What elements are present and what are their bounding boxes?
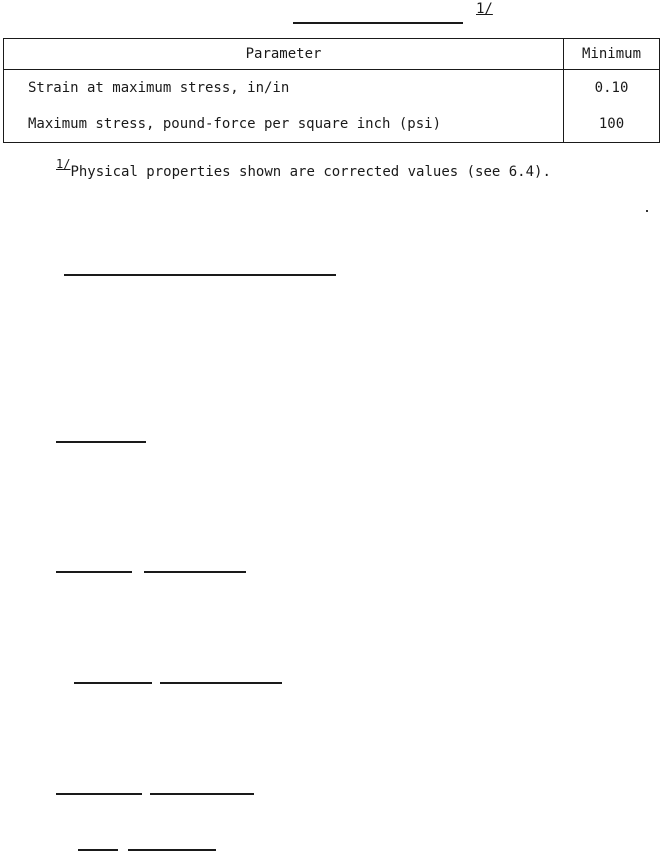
- section-heading-underline: [56, 571, 132, 573]
- footnote-marker: 1/: [56, 157, 71, 171]
- section-heading-underline: [78, 849, 118, 851]
- column-header-parameter: Parameter: [4, 39, 564, 70]
- scan-speck: [646, 210, 648, 212]
- section-heading-underline: [128, 849, 216, 851]
- table-header-row: [4, 39, 660, 70]
- parameter-cell: Strain at maximum stress, in/in: [4, 70, 564, 107]
- section-heading-underline: [56, 793, 142, 795]
- minimum-cell: 0.10: [564, 70, 660, 107]
- minimum-cell: 100: [564, 106, 660, 143]
- section-heading-underline: [160, 682, 282, 684]
- footnote-text: Physical properties shown are corrected values (see 6.4).: [70, 164, 551, 180]
- heading-underline: [293, 22, 463, 24]
- table-row: [4, 106, 660, 143]
- heading-footnote-marker: 1/: [476, 1, 493, 17]
- column-header-minimum: Minimum: [564, 39, 660, 70]
- section-heading-underline: [150, 793, 254, 795]
- section-heading-underline: [144, 571, 246, 573]
- section-heading-underline: [64, 274, 336, 276]
- physical-properties-table: [3, 38, 660, 143]
- parameter-cell: Maximum stress, pound-force per square inch (psi): [4, 106, 564, 143]
- section-heading-underline: [56, 441, 146, 443]
- table-footnote: [56, 157, 551, 182]
- section-heading-underline: [74, 682, 152, 684]
- table-row: [4, 70, 660, 107]
